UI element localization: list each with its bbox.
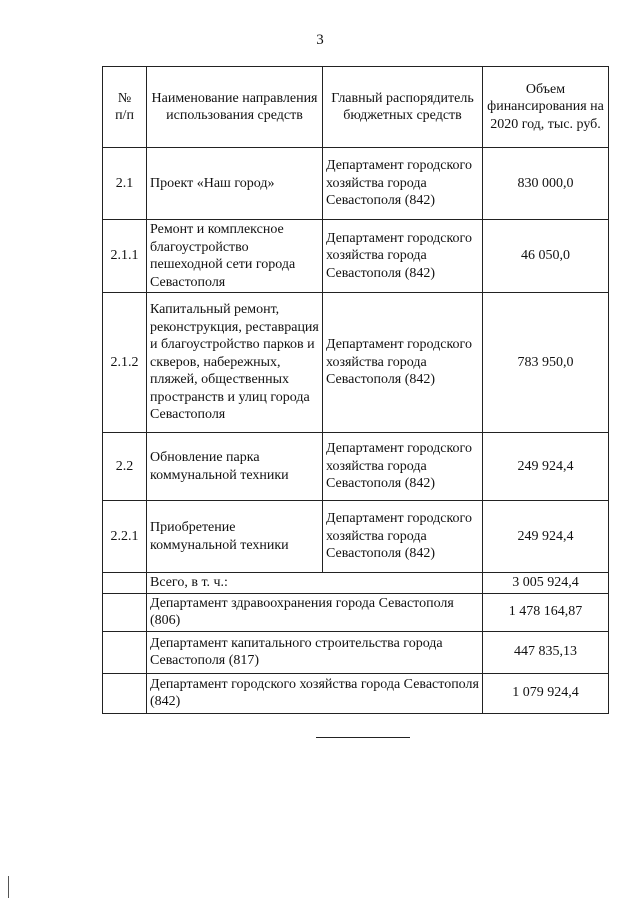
total-row	[103, 573, 609, 594]
subtotal-num-cell	[103, 631, 147, 673]
row-amount: 249 924,4	[483, 501, 609, 573]
header-num: № п/п	[103, 67, 147, 148]
row-name: Капитальный ремонт, реконструкция, реставрация и благоустройство парков и скверов, набережных, пляжей, общественных пространств и улиц города Севастополя	[147, 293, 323, 433]
subtotal-amount: 1 079 924,4	[483, 673, 609, 713]
row-name: Обновление парка коммунальной техники	[147, 433, 323, 501]
row-name: Приобретение коммунальной техники	[147, 501, 323, 573]
row-dept: Департамент городского хозяйства города Севастополя (842)	[323, 148, 483, 220]
row-num: 2.1	[103, 148, 147, 220]
subtotal-amount: 1 478 164,87	[483, 593, 609, 631]
table-row	[103, 433, 609, 501]
row-amount: 830 000,0	[483, 148, 609, 220]
table-row	[103, 220, 609, 293]
margin-mark	[8, 876, 9, 898]
header-dept: Главный распорядитель бюджетных средств	[323, 67, 483, 148]
subtotal-label: Департамент здравоохранения города Севастополя (806)	[147, 593, 483, 631]
row-amount: 46 050,0	[483, 220, 609, 293]
row-amount: 249 924,4	[483, 433, 609, 501]
funding-table	[102, 66, 609, 714]
row-dept: Департамент городского хозяйства города Севастополя (842)	[323, 433, 483, 501]
total-amount: 3 005 924,4	[483, 573, 609, 594]
subtotal-row	[103, 631, 609, 673]
signature-divider	[316, 737, 410, 738]
table-header-row	[103, 67, 609, 148]
row-dept: Департамент городского хозяйства города Севастополя (842)	[323, 220, 483, 293]
subtotal-amount: 447 835,13	[483, 631, 609, 673]
subtotal-label: Департамент городского хозяйства города Севастополя (842)	[147, 673, 483, 713]
header-name: Наименование направления использования средств	[147, 67, 323, 148]
subtotal-label: Департамент капитального строительства города Севастополя (817)	[147, 631, 483, 673]
subtotal-num-cell	[103, 673, 147, 713]
subtotal-row	[103, 673, 609, 713]
table-row	[103, 293, 609, 433]
subtotal-row	[103, 593, 609, 631]
header-amount: Объем финансирования на 2020 год, тыс. руб.	[483, 67, 609, 148]
subtotal-num-cell	[103, 593, 147, 631]
table-row	[103, 148, 609, 220]
row-num: 2.1.1	[103, 220, 147, 293]
row-num: 2.2.1	[103, 501, 147, 573]
row-name: Ремонт и комплексное благоустройство пешеходной сети города Севастополя	[147, 220, 323, 293]
table-row	[103, 501, 609, 573]
row-dept: Департамент городского хозяйства города Севастополя (842)	[323, 501, 483, 573]
row-amount: 783 950,0	[483, 293, 609, 433]
row-name: Проект «Наш город»	[147, 148, 323, 220]
row-num: 2.2	[103, 433, 147, 501]
total-label: Всего, в т. ч.:	[147, 573, 483, 594]
total-num-cell	[103, 573, 147, 594]
page-number: 3	[316, 32, 324, 48]
row-dept: Департамент городского хозяйства города Севастополя (842)	[323, 293, 483, 433]
row-num: 2.1.2	[103, 293, 147, 433]
